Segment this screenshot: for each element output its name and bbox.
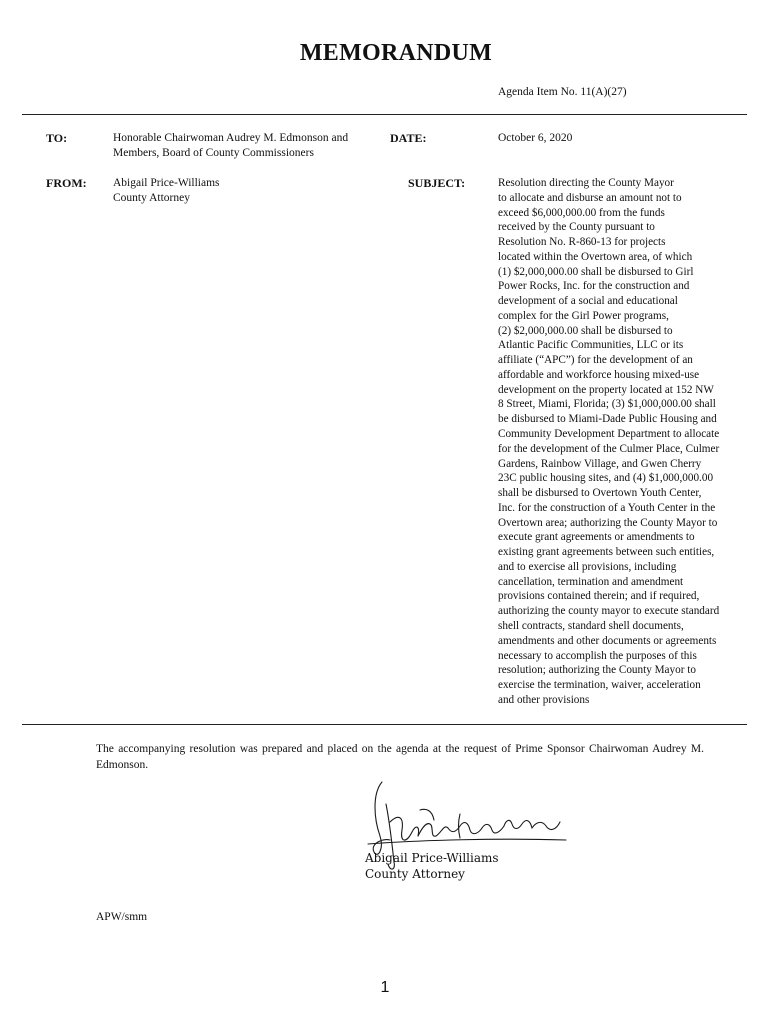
date-label: DATE: [390,131,427,145]
page-number: 1 [380,979,390,996]
signatory-name: Abigail Price-Williams [365,851,499,865]
header-divider [22,114,747,115]
subject-label: SUBJECT: [408,176,466,190]
signatory-title: County Attorney [365,867,465,881]
from-label: FROM: [46,176,87,190]
body-paragraph: The accompanying resolution was prepared and placed on the agenda at the request of Prime Sponsor Chairwoman Audrey M. Edmonson. [96,743,704,771]
to-value: Honorable Chairwoman Audrey M. Edmonson and Members, Board of County Commissioners [113,132,349,159]
typist-initials: APW/smm [96,911,148,923]
memo-title: MEMORANDUM [299,40,493,66]
signature-block [365,850,499,882]
body-divider [22,724,747,725]
date-value: October 6, 2020 [498,132,573,144]
subject-value: Resolution directing the County Mayor to allocate and disburse an amount not to exceed $6,000,000.00 from the funds received by the County pursuant to Resolution No. R-860-13 for projects located within the Overtown area, of which (1) $2,000,000.00 shall be disbursed to Girl Power Rocks, Inc. for the construction and development of a social and educational complex for the Girl Power programs, (2) $2,000,000.00 shall be disbursed to Atlantic Pacific Communities, LLC or its affiliate (“APC”) for the development of an affordable and workforce housing mixed-use development on the property located at 152 NW 8 Street, Miami, Florida; (3) $1,000,000.00 shall be disbursed to Miami-Dade Public Housing and Community Development Department to allocate for the development of the Culmer Place, Culmer Gardens, Rainbow Village, and Gwen Cherry 23C public housing sites, and (4) $1,000,000.00 shall be disbursed to Overtown Youth Center, Inc. for the construction of a Youth Center in the Overtown area; authorizing the County Mayor to execute grant agreements or amendments to existing grant agreements between such entities, and to exercise all provisions, including cancellation, termination and amendment provisions contained therein; and if required, authorizing the county mayor to execute standard shell contracts, standard shell documents, amendments and other documents or agreements necessary to accomplish the purposes of this resolution; authorizing the County Mayor to exercise the termination, waiver, acceleration and other provisions [498,177,720,706]
to-label: TO: [46,131,68,145]
agenda-item-number: Agenda Item No. 11(A)(27) [498,86,627,98]
from-value: Abigail Price-Williams County Attorney [113,177,220,204]
